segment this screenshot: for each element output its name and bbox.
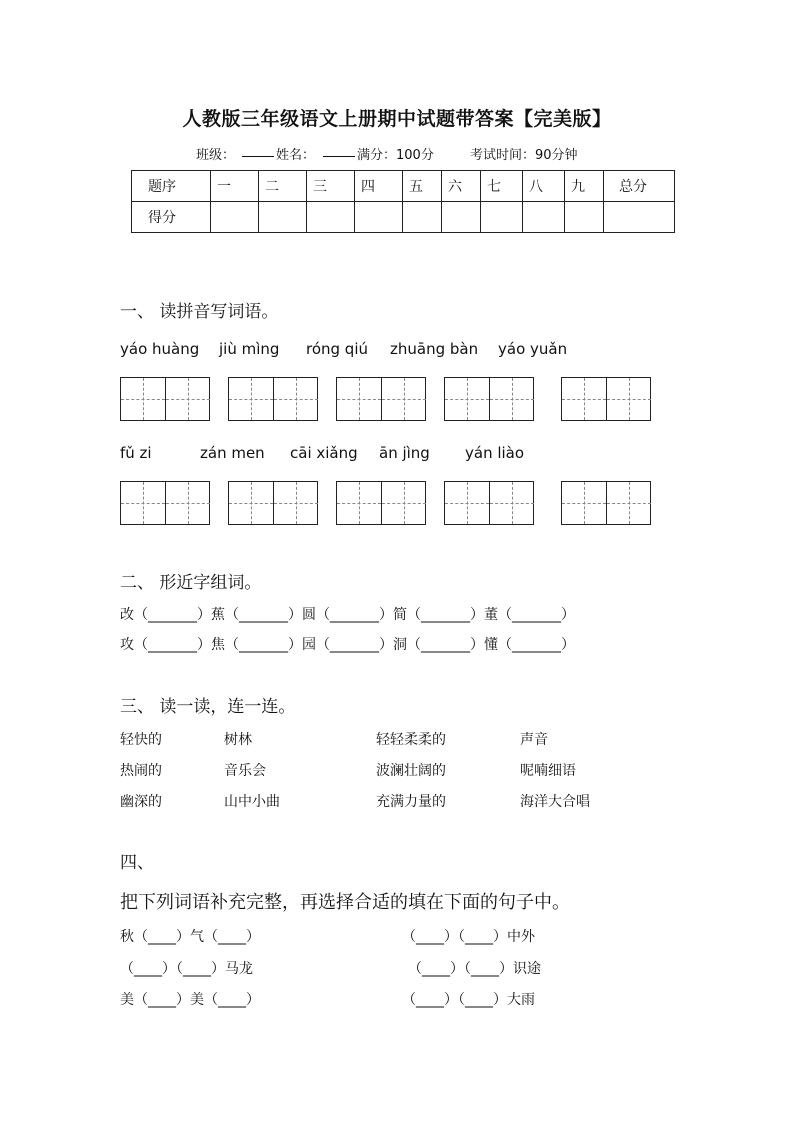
writing-grid[interactable] [120, 377, 210, 421]
idiom-right-2: （____）（____）识途 [408, 961, 541, 977]
match-word[interactable]: 轻快的 [120, 732, 162, 748]
section2-row-1: 改（_______）蕉（_______）圆（_______）简（_______）董（_______） [120, 607, 575, 623]
header-cell: 九 [565, 171, 604, 202]
pinyin-7: zán men [200, 444, 265, 462]
match-word[interactable]: 呢喃细语 [520, 763, 576, 779]
pinyin-1: yáo huàng [120, 340, 200, 358]
match-word[interactable]: 树林 [224, 732, 252, 748]
score-table-header-row [132, 171, 675, 202]
match-word[interactable]: 音乐会 [224, 763, 266, 779]
score-table-score-row [132, 202, 675, 233]
score-cell[interactable] [523, 202, 565, 233]
match-word[interactable]: 轻轻柔柔的 [376, 732, 446, 748]
score-cell[interactable] [355, 202, 403, 233]
pinyin-8: cāi xiǎng [290, 444, 358, 462]
writing-grid[interactable] [120, 481, 210, 525]
match-word[interactable]: 山中小曲 [224, 794, 280, 810]
section1-title: 一、 读拼音写词语。 [120, 302, 279, 322]
section2-title: 二、 形近字组词。 [120, 573, 262, 593]
header-cell: 题序 [132, 171, 211, 202]
header-cell: 二 [259, 171, 307, 202]
class-label: 班级： [196, 148, 236, 163]
page-title: 人教版三年级语文上册期中试题带答案【完美版】 [182, 108, 612, 130]
idiom-left-1: 秋（____）气（____） [120, 929, 260, 945]
match-word[interactable]: 声音 [520, 732, 548, 748]
idiom-right-1: （____）（____）中外 [402, 929, 535, 945]
section4-number: 四、 [120, 853, 154, 873]
full-score: 满分：100分 [357, 148, 434, 163]
score-cell[interactable] [565, 202, 604, 233]
score-cell[interactable] [604, 202, 675, 233]
name-blank[interactable] [323, 144, 355, 161]
class-blank[interactable] [242, 144, 274, 161]
pinyin-3: róng qiú [306, 340, 369, 358]
writing-grid[interactable] [444, 377, 534, 421]
writing-grid[interactable] [228, 377, 318, 421]
header-cell: 五 [403, 171, 442, 202]
idiom-left-2: （____）（____）马龙 [120, 961, 253, 977]
writing-grid[interactable] [336, 481, 426, 525]
score-cell[interactable] [211, 202, 259, 233]
writing-grid[interactable] [228, 481, 318, 525]
score-table [131, 170, 675, 233]
pinyin-10: yán liào [465, 444, 525, 462]
section3-title: 三、 读一读，连一连。 [120, 697, 296, 717]
score-cell[interactable] [403, 202, 442, 233]
match-word[interactable]: 幽深的 [120, 794, 162, 810]
header-cell: 八 [523, 171, 565, 202]
header-cell: 四 [355, 171, 403, 202]
match-word[interactable]: 充满力量的 [376, 794, 446, 810]
header-cell: 一 [211, 171, 259, 202]
writing-grid[interactable] [444, 481, 534, 525]
idiom-right-3: （____）（____）大雨 [402, 992, 535, 1008]
writing-grid[interactable] [561, 377, 651, 421]
exam-time: 考试时间：90分钟 [470, 148, 578, 163]
section4-instruction: 把下列词语补充完整，再选择合适的填在下面的句子中。 [120, 892, 570, 913]
pinyin-5: yáo yuǎn [498, 340, 568, 358]
score-cell[interactable] [307, 202, 355, 233]
name-label: 姓名： [276, 148, 316, 163]
writing-grid[interactable] [561, 481, 651, 525]
pinyin-4: zhuāng bàn [390, 340, 479, 358]
header-cell: 六 [442, 171, 481, 202]
header-cell: 总分 [604, 171, 675, 202]
pinyin-6: fǔ zi [120, 444, 152, 462]
section2-row-2: 攻（_______）焦（_______）园（_______）洞（_______）懂（_______） [120, 637, 575, 653]
match-word[interactable]: 海洋大合唱 [520, 794, 590, 810]
score-cell[interactable] [442, 202, 481, 233]
pinyin-9: ān jìng [379, 444, 430, 462]
match-word[interactable]: 热闹的 [120, 763, 162, 779]
header-cell: 三 [307, 171, 355, 202]
idiom-left-3: 美（____）美（____） [120, 992, 260, 1008]
writing-grid[interactable] [336, 377, 426, 421]
score-cell[interactable] [481, 202, 523, 233]
match-word[interactable]: 波澜壮阔的 [376, 763, 446, 779]
score-cell[interactable] [259, 202, 307, 233]
pinyin-2: jiù mìng [219, 340, 280, 358]
header-cell: 七 [481, 171, 523, 202]
row-label: 得分 [132, 202, 211, 233]
